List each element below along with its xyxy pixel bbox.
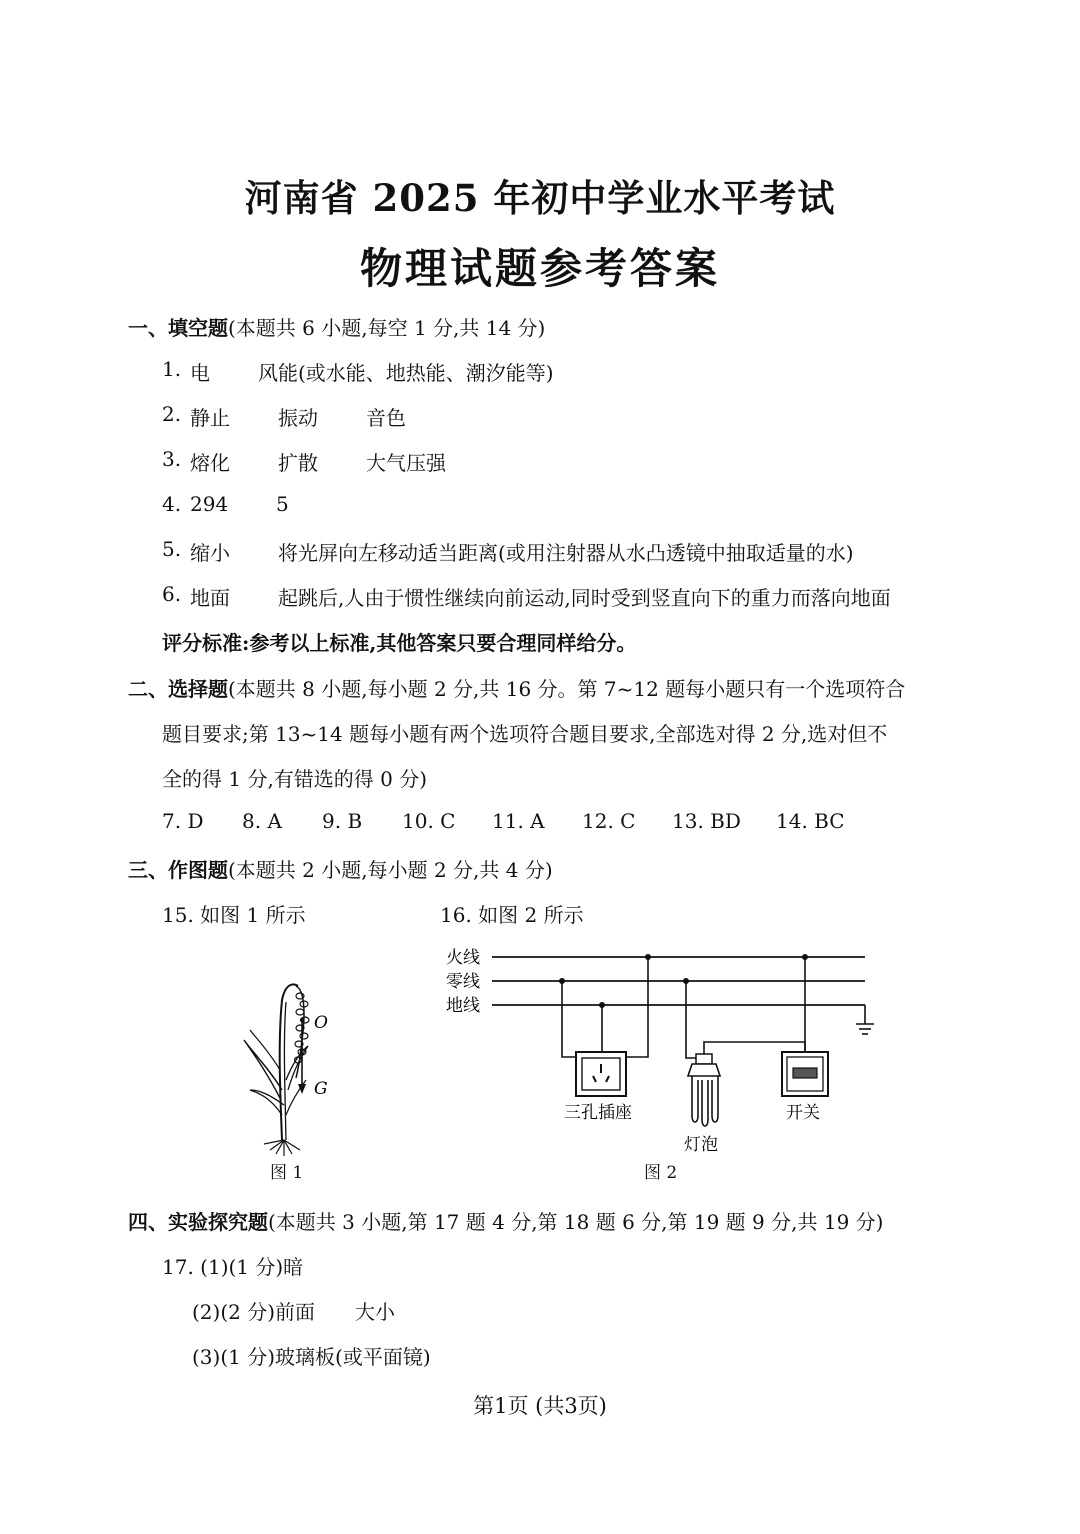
choice-answer: 11. A xyxy=(492,809,545,833)
item-number: 4. xyxy=(162,492,182,516)
item-number: 6. xyxy=(162,582,182,606)
figure-1-plant xyxy=(230,970,350,1185)
answer-3-a: 熔化 xyxy=(190,451,230,475)
item-number: 2. xyxy=(162,402,182,426)
figure-2-caption: 图 2 xyxy=(644,1163,678,1183)
answer-3-b: 扩散 xyxy=(278,451,318,475)
section4-heading-row xyxy=(128,1206,883,1235)
figure-1-caption: 图 1 xyxy=(270,1163,304,1183)
choice-answer: 12. C xyxy=(582,809,636,833)
label-live-wire: 火线 xyxy=(446,948,480,968)
item-number: 1. xyxy=(162,357,182,381)
bulb-neutral-wire xyxy=(686,981,704,1058)
section1-note: (本题共 6 小题,每空 1 分,共 14 分) xyxy=(228,316,546,340)
choice-answer: 8. A xyxy=(242,809,282,833)
answer-2-c: 音色 xyxy=(366,406,406,430)
answer-2-b: 振动 xyxy=(278,406,318,430)
answer-5-a: 缩小 xyxy=(190,541,230,565)
answer-6-a: 地面 xyxy=(190,586,230,610)
section2-note-line2: 题目要求;第 13~14 题每小题有两个选项符合题目要求,全部选对得 2 分,选对但不 xyxy=(162,722,888,746)
q17-part3: (3)(1 分)玻璃板(或平面镜) xyxy=(192,1345,431,1369)
exam-subtitle: 物理试题参考答案 xyxy=(359,244,720,293)
section3-heading: 三、作图题 xyxy=(128,858,228,882)
answer-3-c: 大气压强 xyxy=(366,451,446,475)
section2-note-line1: (本题共 8 小题,每小题 2 分,共 16 分。第 7~12 题每小题只有一个选项符合 xyxy=(228,677,906,701)
answer-4-b: 5 xyxy=(276,492,289,516)
label-socket: 三孔插座 xyxy=(564,1103,632,1123)
q17-part1: 17. (1)(1 分)暗 xyxy=(162,1255,304,1279)
question-15: 15. 如图 1 所示 xyxy=(162,903,306,927)
label-switch: 开关 xyxy=(786,1103,820,1123)
answer-4-a: 294 xyxy=(190,492,229,516)
section4-heading: 四、实验探究题 xyxy=(128,1210,268,1234)
plant-leaf xyxy=(244,1040,282,1098)
question-16: 16. 如图 2 所示 xyxy=(440,903,584,927)
section3-note: (本题共 2 小题,每小题 2 分,共 4 分) xyxy=(228,858,553,882)
section2-note-line3: 全的得 1 分,有错选的得 0 分) xyxy=(162,767,428,791)
q17-part2: (2)(2 分)前面 大小 xyxy=(192,1300,396,1324)
plant-roots xyxy=(264,1140,300,1156)
choice-answer: 14. BC xyxy=(776,809,845,833)
answer-6-b: 起跳后,人由于惯性继续向前运动,同时受到竖直向下的重力而落向地面 xyxy=(278,586,891,610)
label-neutral-wire: 零线 xyxy=(446,972,480,992)
answer-2-a: 静止 xyxy=(190,406,230,430)
exam-title: 河南省 2025 年初中学业水平考试 xyxy=(244,176,836,220)
item-number: 5. xyxy=(162,537,182,561)
label-ground-wire: 地线 xyxy=(446,996,480,1016)
label-o: O xyxy=(314,1013,328,1033)
figure-2-circuit xyxy=(440,940,890,1155)
item-number: 3. xyxy=(162,447,182,471)
choice-answer: 10. C xyxy=(402,809,456,833)
socket-neutral-wire xyxy=(562,981,576,1057)
energy-saving-bulb xyxy=(688,1054,720,1126)
answer-1-a: 电 xyxy=(190,361,210,385)
socket-live-wire xyxy=(626,957,648,1057)
page-number: 第1页 (共3页) xyxy=(473,1394,607,1418)
label-bulb: 灯泡 xyxy=(684,1135,718,1155)
section3-heading-row xyxy=(128,854,553,883)
section2-heading: 二、选择题 xyxy=(128,677,228,701)
answer-5-b: 将光屏向左移动适当距离(或用注射器从水凸透镜中抽取适量的水) xyxy=(278,541,854,565)
ground-symbol xyxy=(856,1005,874,1034)
section4-note: (本题共 3 小题,第 17 题 4 分,第 18 题 6 分,第 19 题 9 分,共 19 分) xyxy=(268,1210,884,1234)
choice-answer: 7. D xyxy=(162,809,204,833)
section2-heading-row xyxy=(128,673,905,702)
scoring-criteria: 评分标准:参考以上标准,其他答案只要合理同样给分。 xyxy=(162,631,637,655)
label-g: G xyxy=(314,1079,328,1099)
choice-answer: 9. B xyxy=(322,809,363,833)
section1-heading: 一、填空题 xyxy=(128,316,228,340)
section1-heading-row xyxy=(128,312,545,341)
choice-answer: 13. BD xyxy=(672,809,741,833)
answer-row-1 xyxy=(162,357,181,381)
answer-1-b: 风能(或水能、地热能、潮汐能等) xyxy=(258,361,554,385)
